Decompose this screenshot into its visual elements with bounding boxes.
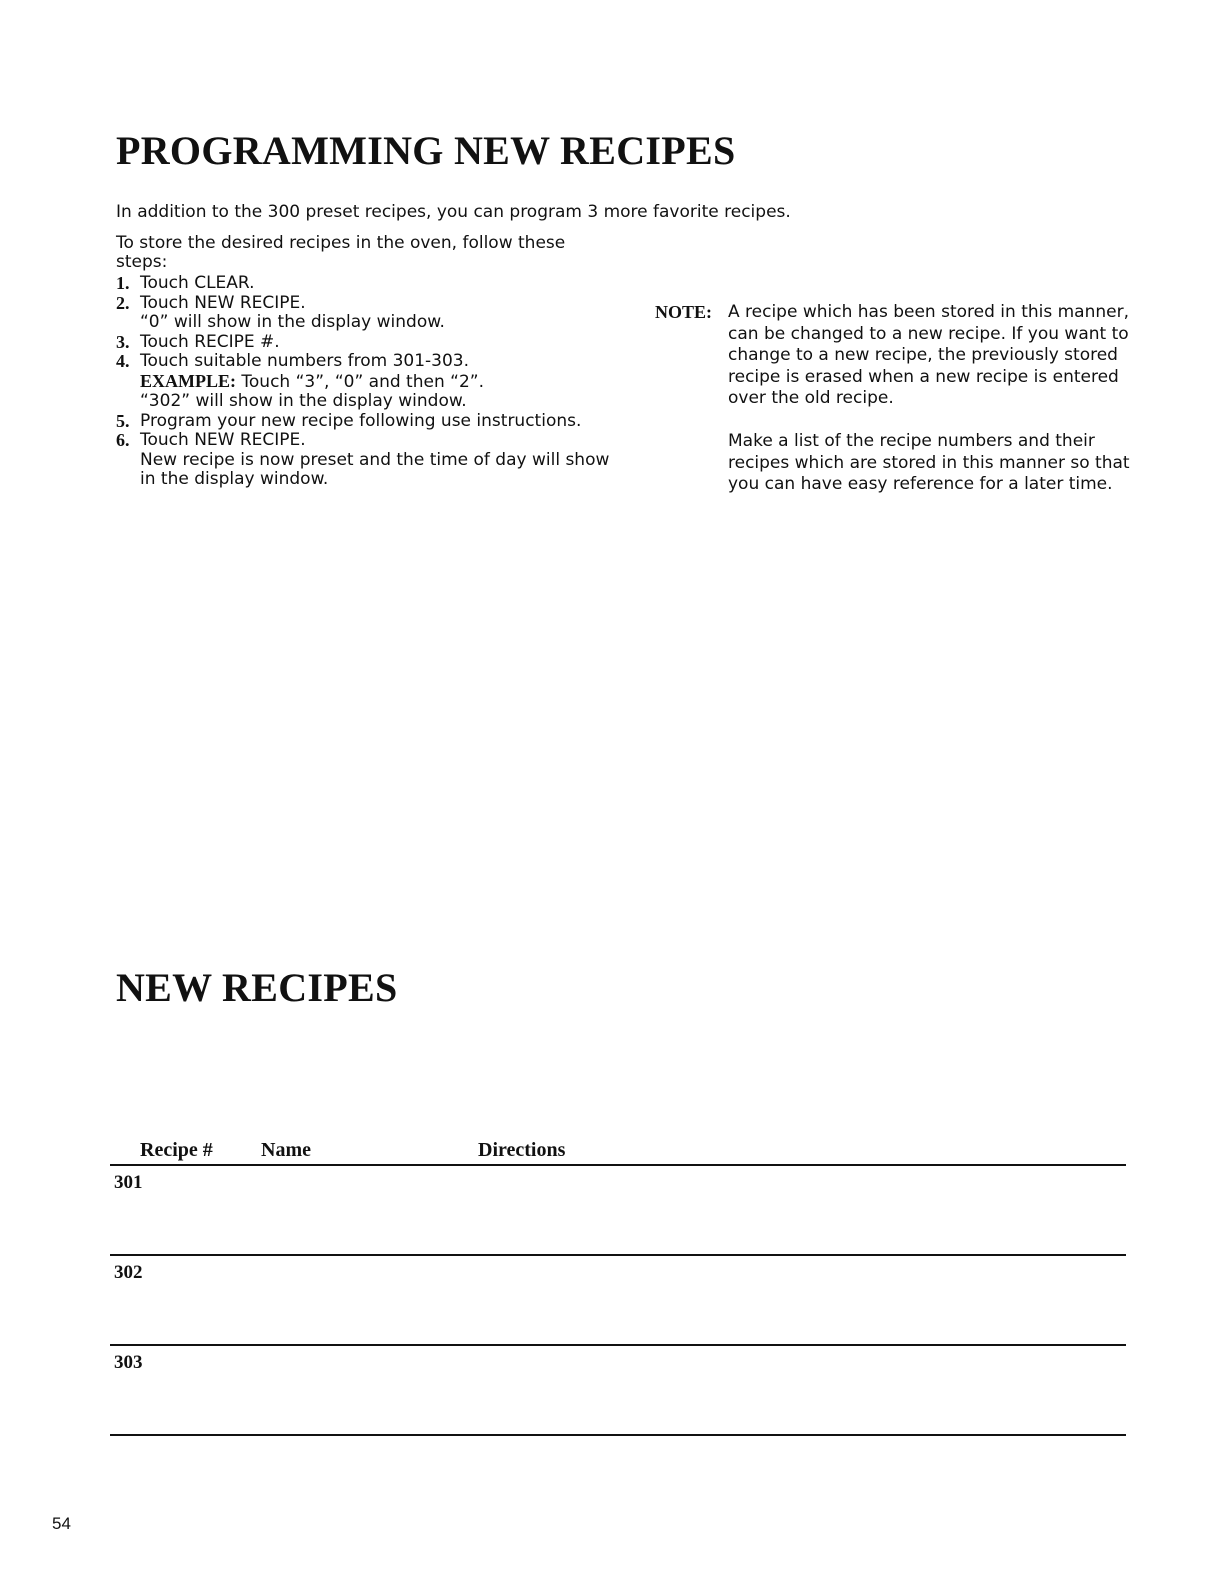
step-number: 3.	[116, 331, 130, 352]
step-number: 1.	[116, 273, 130, 293]
section-title: NEW RECIPES	[116, 965, 398, 1010]
step-item	[116, 333, 609, 353]
note-line: over the old recipe.	[728, 388, 894, 408]
step-item	[116, 274, 609, 294]
step-number: 5.	[116, 410, 130, 431]
step-text: Touch RECIPE #.	[140, 331, 280, 352]
table-row	[110, 1346, 1126, 1436]
recipe-number: 301	[114, 1172, 143, 1193]
note-line: A recipe which has been stored in this manner,	[728, 302, 1129, 322]
step-number: 6.	[116, 430, 130, 450]
intro-line-2: To store the desired recipes in the oven, follow these	[116, 233, 566, 253]
recipe-number: 302	[114, 1262, 143, 1283]
step-subtext: New recipe is now preset and the time of day will show	[140, 449, 610, 470]
note-line: you can have easy reference for a later time.	[728, 474, 1113, 494]
step-text: Touch NEW RECIPE.	[140, 430, 306, 450]
step-item	[116, 352, 609, 412]
steps-list	[116, 274, 609, 490]
note-label: NOTE:	[655, 302, 713, 322]
step-text: Touch suitable numbers from 301-303.	[140, 351, 470, 371]
intro-line-1: In addition to the 300 preset recipes, you can program 3 more favorite recipes.	[116, 202, 791, 222]
step-text: Program your new recipe following use instructions.	[140, 410, 582, 431]
note-line: Make a list of the recipe numbers and their	[728, 431, 1095, 451]
step-number: 2.	[116, 292, 130, 313]
table-header	[110, 1138, 1126, 1166]
table-row	[110, 1256, 1126, 1346]
step-subtext: “0” will show in the display window.	[140, 312, 445, 332]
note-text	[728, 302, 1129, 410]
note-line: change to a new recipe, the previously stored	[728, 345, 1118, 365]
intro-paragraph	[116, 234, 565, 272]
note-paragraph-2	[728, 431, 1130, 496]
recipes-table	[110, 1138, 1126, 1436]
step-item	[116, 294, 609, 333]
step-subtext-2: in the display window.	[140, 469, 329, 489]
step-subtext: “302” will show in the display window.	[140, 391, 467, 411]
note-line: can be changed to a new recipe. If you want to	[728, 323, 1129, 344]
note-line: recipe is erased when a new recipe is entered	[728, 366, 1119, 387]
header-directions: Directions	[478, 1139, 566, 1161]
step-item	[116, 412, 609, 432]
header-name: Name	[261, 1139, 311, 1161]
recipe-number: 303	[114, 1352, 143, 1373]
example-text: Touch “3”, “0” and then “2”.	[236, 371, 484, 392]
intro-line-3: steps:	[116, 252, 168, 272]
step-item	[116, 431, 609, 490]
example-label: EXAMPLE:	[140, 370, 236, 391]
step-text: Touch CLEAR.	[140, 273, 255, 293]
table-row	[110, 1166, 1126, 1256]
step-example	[140, 372, 609, 393]
page-number: 54	[52, 1514, 71, 1533]
header-recipe-number: Recipe #	[140, 1139, 213, 1161]
step-number: 4.	[116, 351, 130, 371]
page-title: PROGRAMMING NEW RECIPES	[116, 128, 736, 173]
note-line: recipes which are stored in this manner so that	[728, 452, 1130, 473]
step-text: Touch NEW RECIPE.	[140, 292, 306, 313]
